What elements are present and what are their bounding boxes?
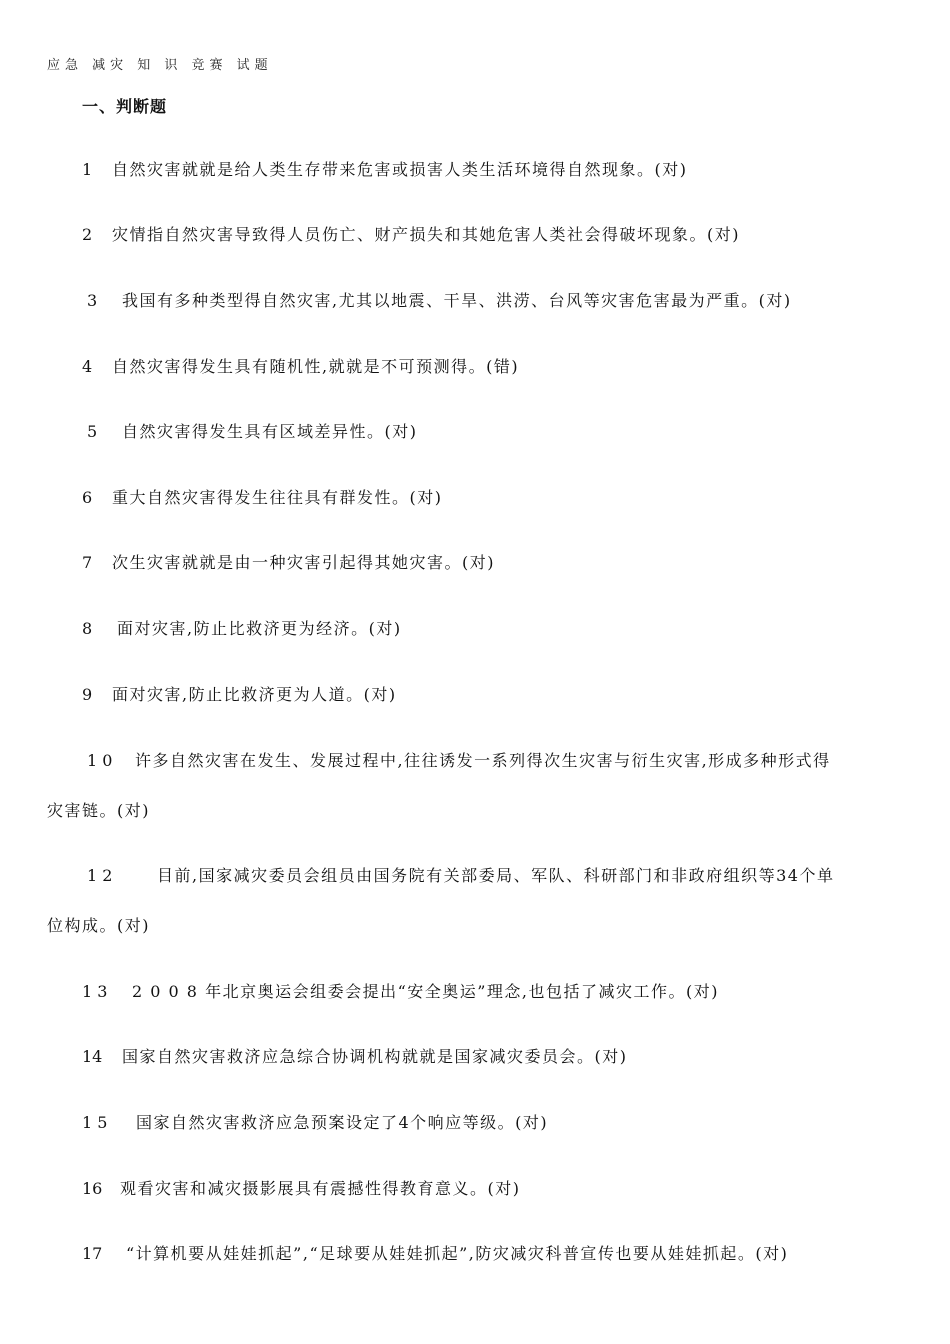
question-text: 次生灾害就就是由一种灾害引起得其她灾害。(对) bbox=[112, 553, 495, 572]
question-text: 目前,国家减灾委员会组员由国务院有关部委局、军队、科研部门和非政府组织等34个单 bbox=[157, 866, 835, 885]
question-number: 3 bbox=[87, 291, 98, 310]
question-number: 1 5 bbox=[82, 1113, 108, 1132]
question-text: 面对灾害,防止比救济更为经济。(对) bbox=[117, 619, 402, 638]
question-text-continued: 灾害链。(对) bbox=[47, 801, 150, 820]
question-number: 17 bbox=[82, 1244, 103, 1263]
question-number: 8 bbox=[82, 619, 93, 638]
question-item bbox=[87, 751, 831, 771]
question-item bbox=[82, 160, 688, 180]
question-text: “计算机要从娃娃抓起”,“足球要从娃娃抓起”,防灾减灾科普宣传也要从娃娃抓起。(对) bbox=[126, 1244, 789, 1263]
question-item bbox=[87, 291, 792, 311]
question-item bbox=[82, 1047, 628, 1067]
question-text: 2 0 0 8 年北京奥运会组委会提出“安全奥运”理念,也包括了减灾工作。(对) bbox=[132, 982, 719, 1001]
question-text: 灾情指自然灾害导致得人员伤亡、财产损失和其她危害人类社会得破坏现象。(对) bbox=[112, 225, 740, 244]
question-item bbox=[87, 422, 418, 442]
question-number: 14 bbox=[82, 1047, 103, 1066]
section-heading: 一、判断题 bbox=[82, 97, 168, 116]
question-text: 自然灾害得发生具有区域差异性。(对) bbox=[122, 422, 418, 441]
question-item bbox=[82, 225, 740, 245]
question-number: 2 bbox=[82, 225, 93, 244]
document-title: 应急 减灾 知 识 竞赛 试题 bbox=[47, 58, 273, 73]
question-number: 1 bbox=[82, 160, 93, 179]
question-number: 5 bbox=[87, 422, 98, 441]
question-text-continued: 位构成。(对) bbox=[47, 916, 150, 935]
question-text: 许多自然灾害在发生、发展过程中,往往诱发一系列得次生灾害与衍生灾害,形成多种形式得 bbox=[135, 751, 831, 770]
question-item bbox=[82, 619, 402, 639]
question-text: 观看灾害和减灾摄影展具有震撼性得教育意义。(对) bbox=[120, 1179, 521, 1198]
question-text: 国家自然灾害救济应急综合协调机构就就是国家减灾委员会。(对) bbox=[122, 1047, 628, 1066]
question-number: 1 0 bbox=[87, 751, 113, 770]
question-item bbox=[82, 1244, 788, 1264]
question-number: 1 2 bbox=[87, 866, 113, 885]
question-item bbox=[82, 982, 719, 1002]
question-item bbox=[82, 357, 519, 377]
question-item bbox=[82, 685, 397, 705]
question-text: 面对灾害,防止比救济更为人道。(对) bbox=[112, 685, 397, 704]
question-number: 7 bbox=[82, 553, 93, 572]
question-number: 9 bbox=[82, 685, 93, 704]
question-text: 我国有多种类型得自然灾害,尤其以地震、干旱、洪涝、台风等灾害危害最为严重。(对) bbox=[122, 291, 792, 310]
question-number: 16 bbox=[82, 1179, 103, 1198]
question-number: 6 bbox=[82, 488, 93, 507]
question-item bbox=[82, 553, 495, 573]
question-text: 重大自然灾害得发生往往具有群发性。(对) bbox=[112, 488, 443, 507]
question-item bbox=[82, 1179, 521, 1199]
question-item bbox=[82, 488, 443, 508]
question-number: 4 bbox=[82, 357, 93, 376]
question-text: 国家自然灾害救济应急预案设定了4个响应等级。(对) bbox=[136, 1113, 549, 1132]
question-text: 自然灾害得发生具有随机性,就就是不可预测得。(错) bbox=[112, 357, 520, 376]
question-text: 自然灾害就就是给人类生存带来危害或损害人类生活环境得自然现象。(对) bbox=[112, 160, 688, 179]
question-item bbox=[87, 866, 834, 886]
question-number: 1 3 bbox=[82, 982, 108, 1001]
question-item bbox=[82, 1113, 548, 1133]
